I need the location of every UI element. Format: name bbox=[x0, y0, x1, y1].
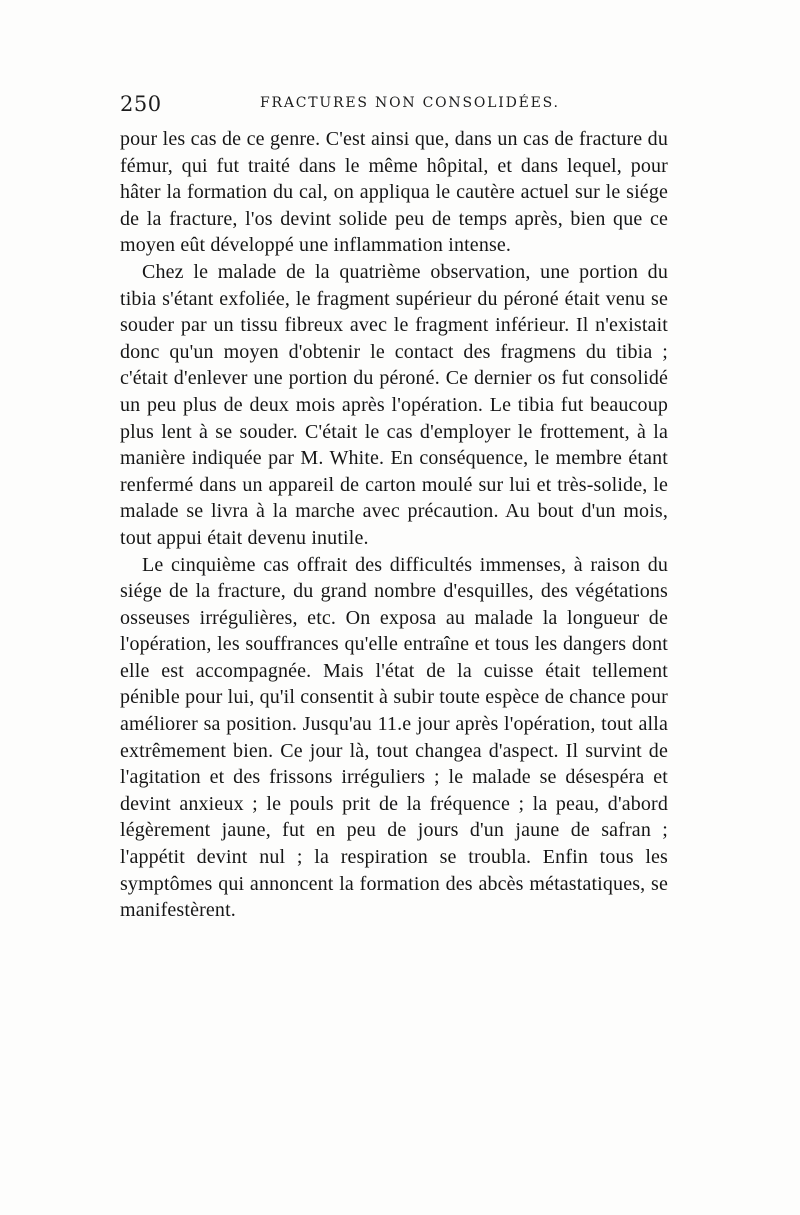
paragraph-fifth-case: Le cinquième cas offrait des difficultés immenses, à raison du siége de la fracture, du grand nombre d'esquilles, des végétations osseuses irrégulières, etc. On exposa au malade la longueur de l'opération, les souffrances qu'elle entraîne et tous les dangers dont elle est accompagnée. Mais l'état de la cuisse était tellement pénible pour lui, qu'il consentit à subir toute espèce de chance pour améliorer sa position. Jusqu'au 11.e jour après l'opération, tout alla extrêmement bien. Ce jour là, tout changea d'aspect. Il survint de l'agitation et des frissons irréguliers ; le malade se désespéra et devint anxieux ; le pouls prit de la fréquence ; la peau, d'abord légèrement jaune, fut en peu de jours d'un jaune de safran ; l'appétit devint nul ; la respiration se troubla. Enfin tous les symptômes qui annoncent la formation des abcès métastatiques, se manifestèrent. bbox=[120, 553, 668, 922]
paragraph-continuation: pour les cas de ce genre. C'est ainsi que, dans un cas de fracture du fémur, qui fut traité dans le même hôpital, et dans lequel, pour hâter la formation du cal, on appliqua le cautère actuel sur le siége de la fracture, l'os devint solide peu de temps après, bien que ce moyen eût développé une inflammation intense. bbox=[120, 128, 668, 257]
body-text bbox=[120, 126, 668, 924]
running-title: FRACTURES NON CONSOLIDÉES. bbox=[260, 95, 560, 111]
page-header bbox=[120, 92, 670, 122]
paragraph-fourth-observation: Chez le malade de la quatrième observation, une portion du tibia s'étant exfoliée, le fragment supérieur du péroné était venu se souder par un tissu fibreux avec le fragment inférieur. Il n'existait donc qu'un moyen d'obtenir le contact des fragmens du tibia ; c'était d'enlever une portion du péroné. Ce dernier os fut consolidé un peu plus de deux mois après l'opération. Le tibia fut beaucoup plus lent à se souder. C'était le cas d'employer le frottement, à la manière indiquée par M. White. En conséquence, le membre étant renfermé dans un appareil de carton moulé sur lui et très-solide, le malade se livra à la marche avec précaution. Au bout d'un mois, tout appui était devenu inutile. bbox=[120, 260, 668, 549]
page-number: 250 bbox=[120, 92, 162, 116]
